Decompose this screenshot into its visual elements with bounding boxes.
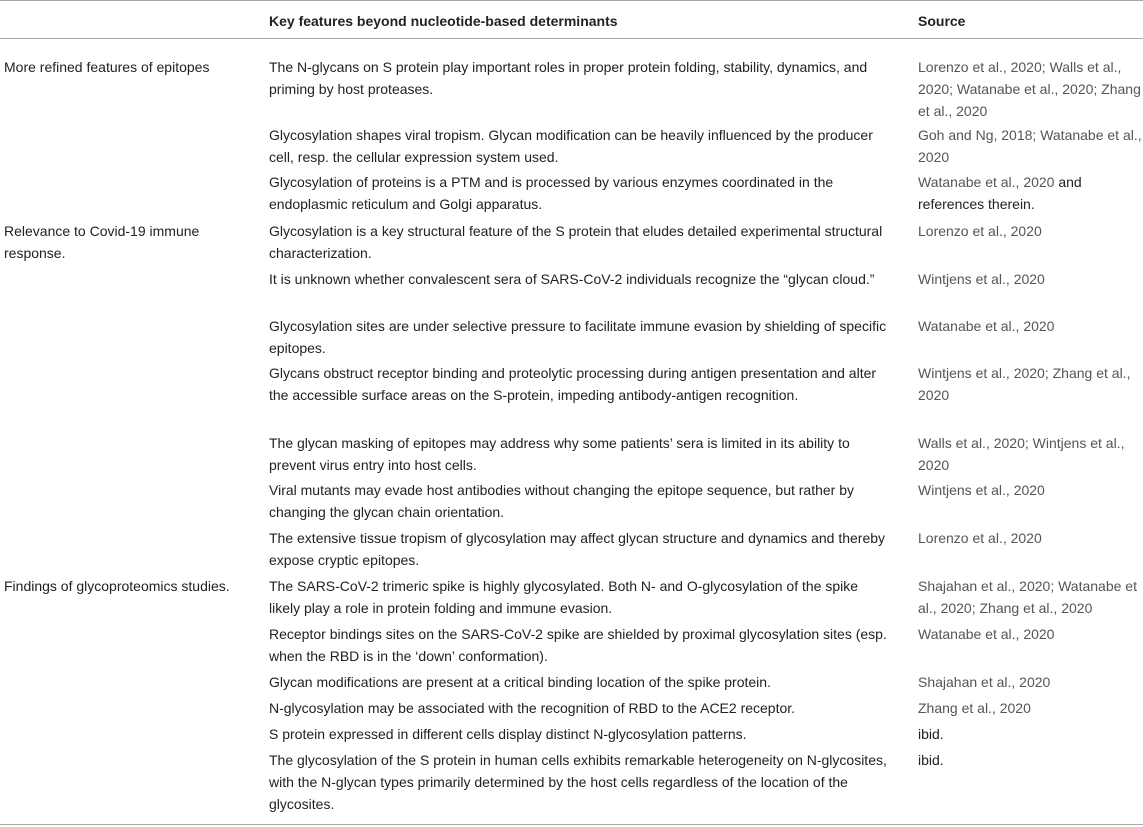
category-cell: Findings of glycoproteomics studies. [4,578,230,594]
feature-cell: Viral mutants may evade host antibodies without changing the epitope sequence, but rather by changing the glycan chain orientation. [269,482,855,520]
feature-cell: Glycosylation sites are under selective pressure to facilitate immune evasion by shielding of specific epitopes. [269,318,887,356]
source-link[interactable]: Lorenzo et al., 2020 [918,530,1042,546]
source-link[interactable]: Shajahan et al., 2020 [918,674,1051,690]
feature-cell: Glycosylation of proteins is a PTM and is processed by various enzymes coordinated in the endoplasmic reticulum and Golgi apparatus. [269,174,834,212]
source-link[interactable]: Watanabe et al., 2020 [918,318,1055,334]
source-text: ibid. [918,726,944,742]
source-cell [918,749,1142,771]
feature-cell: The extensive tissue tropism of glycosylation may affect glycan structure and dynamics and thereby expose cryptic epitopes. [269,530,886,568]
source-link[interactable]: Zhang et al., 2020 [918,700,1031,716]
source-text: ibid. [918,752,944,768]
table-top-rule [0,0,1143,1]
source-cell [918,723,1142,745]
feature-cell: The glycan masking of epitopes may address why some patients’ sera is limited in its ability to prevent virus entry into host cells. [269,435,850,473]
source-link[interactable]: Watanabe et al., 2020 [918,626,1055,642]
source-link[interactable]: Lorenzo et al., 2020 [918,223,1042,239]
column-header-source: Source [918,13,966,29]
category-cell: More refined features of epitopes [4,59,210,75]
table-header-rule [0,38,1143,39]
table-bottom-rule [0,824,1143,825]
feature-cell: It is unknown whether convalescent sera of SARS-CoV-2 individuals recognize the “glycan cloud.” [269,271,875,287]
source-link[interactable]: Watanabe et al., 2020 [918,174,1055,190]
feature-cell: S protein expressed in different cells display distinct N-glycosylation patterns. [269,726,747,742]
source-link[interactable]: Wintjens et al., 2020 [918,271,1045,287]
column-header-features: Key features beyond nucleotide-based determinants [269,13,618,29]
source-link[interactable]: Wintjens et al., 2020; Zhang et al., 2020 [918,365,1131,403]
feature-cell: The glycosylation of the S protein in human cells exhibits remarkable heterogeneity on N-glycosites, with the N-glycan types primarily determined by the host cells regardless of the location of the glycosites. [269,752,887,812]
source-link[interactable]: Wintjens et al., 2020 [918,482,1045,498]
source-suffix: and references therein. [918,174,1082,212]
feature-cell: Glycosylation is a key structural feature of the S protein that eludes detailed experimental structural characterization. [269,223,883,261]
feature-cell: The N-glycans on S protein play important roles in proper protein folding, stability, dynamics, and priming by host proteases. [269,59,868,97]
feature-cell: Glycan modifications are present at a critical binding location of the spike protein. [269,674,771,690]
source-link[interactable]: Goh and Ng, 2018; Watanabe et al., 2020 [918,127,1142,165]
feature-cell: Receptor bindings sites on the SARS-CoV-2 spike are shielded by proximal glycosylation sites (esp. when the RBD is in the ‘down’ conformation). [269,626,887,664]
feature-cell: Glycosylation shapes viral tropism. Glycan modification can be heavily influenced by the producer cell, resp. the cellular expression system used. [269,127,873,165]
category-cell: Relevance to Covid-19 immune response. [4,223,200,261]
feature-cell: Glycans obstruct receptor binding and proteolytic processing during antigen presentation and alter the accessible surface areas on the S-protein, impeding antibody-antigen recognition. [269,365,877,403]
feature-cell: N-glycosylation may be associated with the recognition of RBD to the ACE2 receptor. [269,700,796,716]
source-link[interactable]: Lorenzo et al., 2020; Walls et al., 2020; Watanabe et al., 2020; Zhang et al., 2020 [918,59,1141,119]
feature-cell: The SARS-CoV-2 trimeric spike is highly glycosylated. Both N- and O-glycosylation of the spike likely play a role in protein folding and immune evasion. [269,578,859,616]
source-cell [918,171,1142,215]
source-link[interactable]: Shajahan et al., 2020; Watanabe et al., 2020; Zhang et al., 2020 [918,578,1137,616]
source-link[interactable]: Walls et al., 2020; Wintjens et al., 2020 [918,435,1125,473]
